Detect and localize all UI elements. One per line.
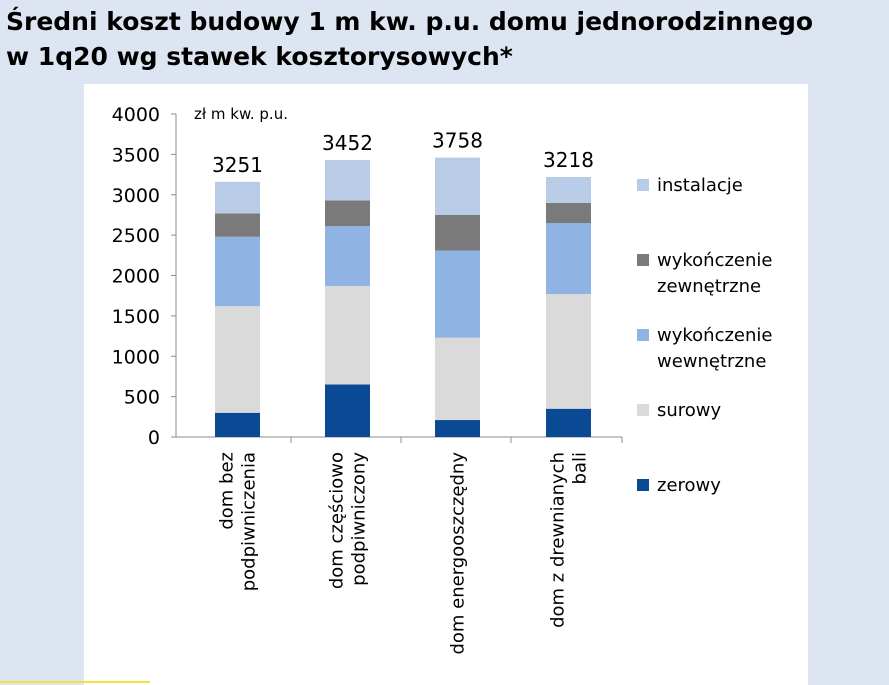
bar-total-label: 3251: [212, 152, 263, 177]
bar-segment: [215, 213, 260, 236]
x-category-label-line: dom częściowo: [326, 452, 348, 590]
bar-total-label: 3758: [432, 128, 483, 153]
x-category-label-line: dom bez: [216, 452, 238, 530]
legend-swatch: [637, 254, 649, 266]
y-tick-label: 1000: [111, 346, 160, 369]
accent-underline: [0, 681, 150, 683]
x-category-label-line: bali: [569, 452, 591, 485]
bar-segment: [215, 413, 260, 437]
legend-label: instalacje: [657, 175, 743, 196]
y-tick-label: 2500: [111, 225, 160, 248]
x-category-label: [548, 452, 591, 628]
chart-title-line-2: w 1q20 wg stawek kosztorysowych*: [6, 42, 513, 71]
x-category-label: [217, 452, 260, 591]
bar-segment: [546, 203, 591, 223]
y-tick-label: 0: [147, 427, 160, 449]
bar-segment: [435, 158, 480, 215]
y-unit-label: zł m kw. p.u.: [194, 105, 288, 123]
legend-swatch: [637, 479, 649, 491]
x-category-label-line: podpiwniczenia: [238, 452, 260, 592]
bar-segment: [435, 420, 480, 437]
chart-title-line-1: Średni koszt budowy 1 m kw. p.u. domu jednorodzinnego: [6, 7, 814, 36]
bar-segment: [546, 294, 591, 409]
x-category-label-line: dom energooszczędny: [447, 452, 469, 655]
bar-segment: [215, 237, 260, 306]
bar-segment: [325, 286, 370, 385]
legend-swatch: [637, 329, 649, 341]
y-tick-label: 1500: [111, 305, 160, 328]
y-tick-label: 500: [123, 386, 160, 409]
bar-segment: [546, 409, 591, 437]
legend-label: wykończenie: [657, 250, 773, 271]
legend-label: wykończenie: [657, 325, 773, 346]
bar-segment: [325, 226, 370, 286]
bar-segment: [215, 182, 260, 213]
bar-total-label: 3452: [322, 131, 373, 156]
y-tick-label: 3500: [111, 144, 160, 167]
x-category-label: [448, 452, 469, 655]
bar-segment: [215, 306, 260, 413]
bar-segment: [325, 200, 370, 226]
x-category-label: [327, 452, 370, 589]
x-category-label-line: dom z drewnianych: [547, 452, 569, 628]
bar-segment: [546, 223, 591, 294]
y-tick-label: 3000: [111, 184, 160, 207]
bar-total-label: 3218: [543, 147, 594, 172]
legend-label: surowy: [657, 400, 722, 421]
bar-segment: [435, 215, 480, 251]
legend-label: wewnętrzne: [657, 351, 767, 372]
bar-segment: [546, 177, 591, 203]
legend-label: zewnętrzne: [657, 276, 762, 297]
x-category-label-line: podpiwniczony: [348, 452, 370, 586]
y-tick-label: 4000: [111, 104, 160, 126]
bar-segment: [325, 160, 370, 200]
bar-segment: [325, 385, 370, 437]
legend-swatch: [637, 404, 649, 416]
legend-label: zerowy: [657, 475, 721, 496]
bar-segment: [435, 338, 480, 420]
bar-segment: [435, 250, 480, 337]
legend-swatch: [637, 179, 649, 191]
y-tick-label: 2000: [111, 265, 160, 288]
